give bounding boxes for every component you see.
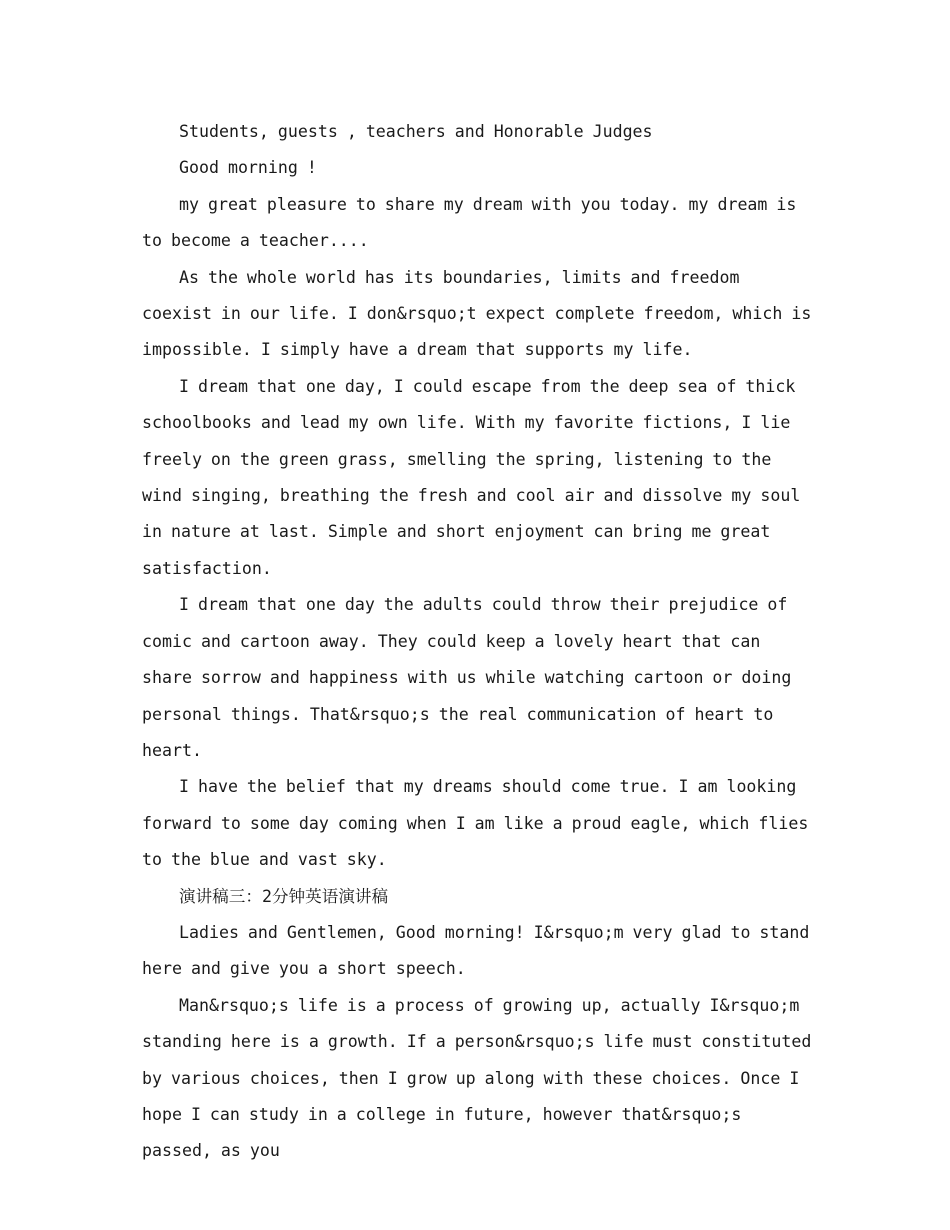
document-body (142, 114, 812, 1170)
paragraph-ladies: Ladies and Gentlemen, Good morning! I&rsquo;m very glad to stand here and give you a short speech. (142, 922, 810, 979)
paragraph-growing-up: Man&rsquo;s life is a process of growing up, actually I&rsquo;m standing here is a growth. If a person&rsquo;s life must constituted by various choices, then I grow up along with these choices. Once I hope I can study in a college in future, however that&rsquo;s passed, as you (142, 995, 812, 1161)
salutation-line: Students, guests , teachers and Honorable Judges (179, 122, 653, 141)
paragraph-dream-intro: my great pleasure to share my dream with you today. my dream is to become a teacher.... (142, 194, 797, 251)
paragraph-adults: I dream that one day the adults could throw their prejudice of comic and cartoon away. They could keep a lovely heart that can share sorrow and happiness with us while watching cartoon or doing personal things. That&rsquo;s the real communication of heart to heart. (142, 595, 792, 760)
paragraph-escape: I dream that one day, I could escape from the deep sea of thick schoolbooks and lead my own life. With my favorite fictions, I lie freely on the green grass, smelling the spring, listening to the wind singing, breathing the fresh and cool air and dissolve my soul in nature at last. Simple and short enjoyment can bring me great satisfaction. (142, 376, 801, 578)
section-heading: 演讲稿三：2分钟英语演讲稿 (179, 886, 389, 906)
paragraph-freedom: As the whole world has its boundaries, limits and freedom coexist in our life. I don&rsquo;t expect complete freedom, which is impossible. I simply have a dream that supports my life. (142, 267, 812, 360)
greeting-line: Good morning ! (179, 158, 317, 178)
paragraph-belief: I have the belief that my dreams should come true. I am looking forward to some day coming when I am like a proud eagle, which flies to the blue and vast sky. (142, 777, 809, 870)
